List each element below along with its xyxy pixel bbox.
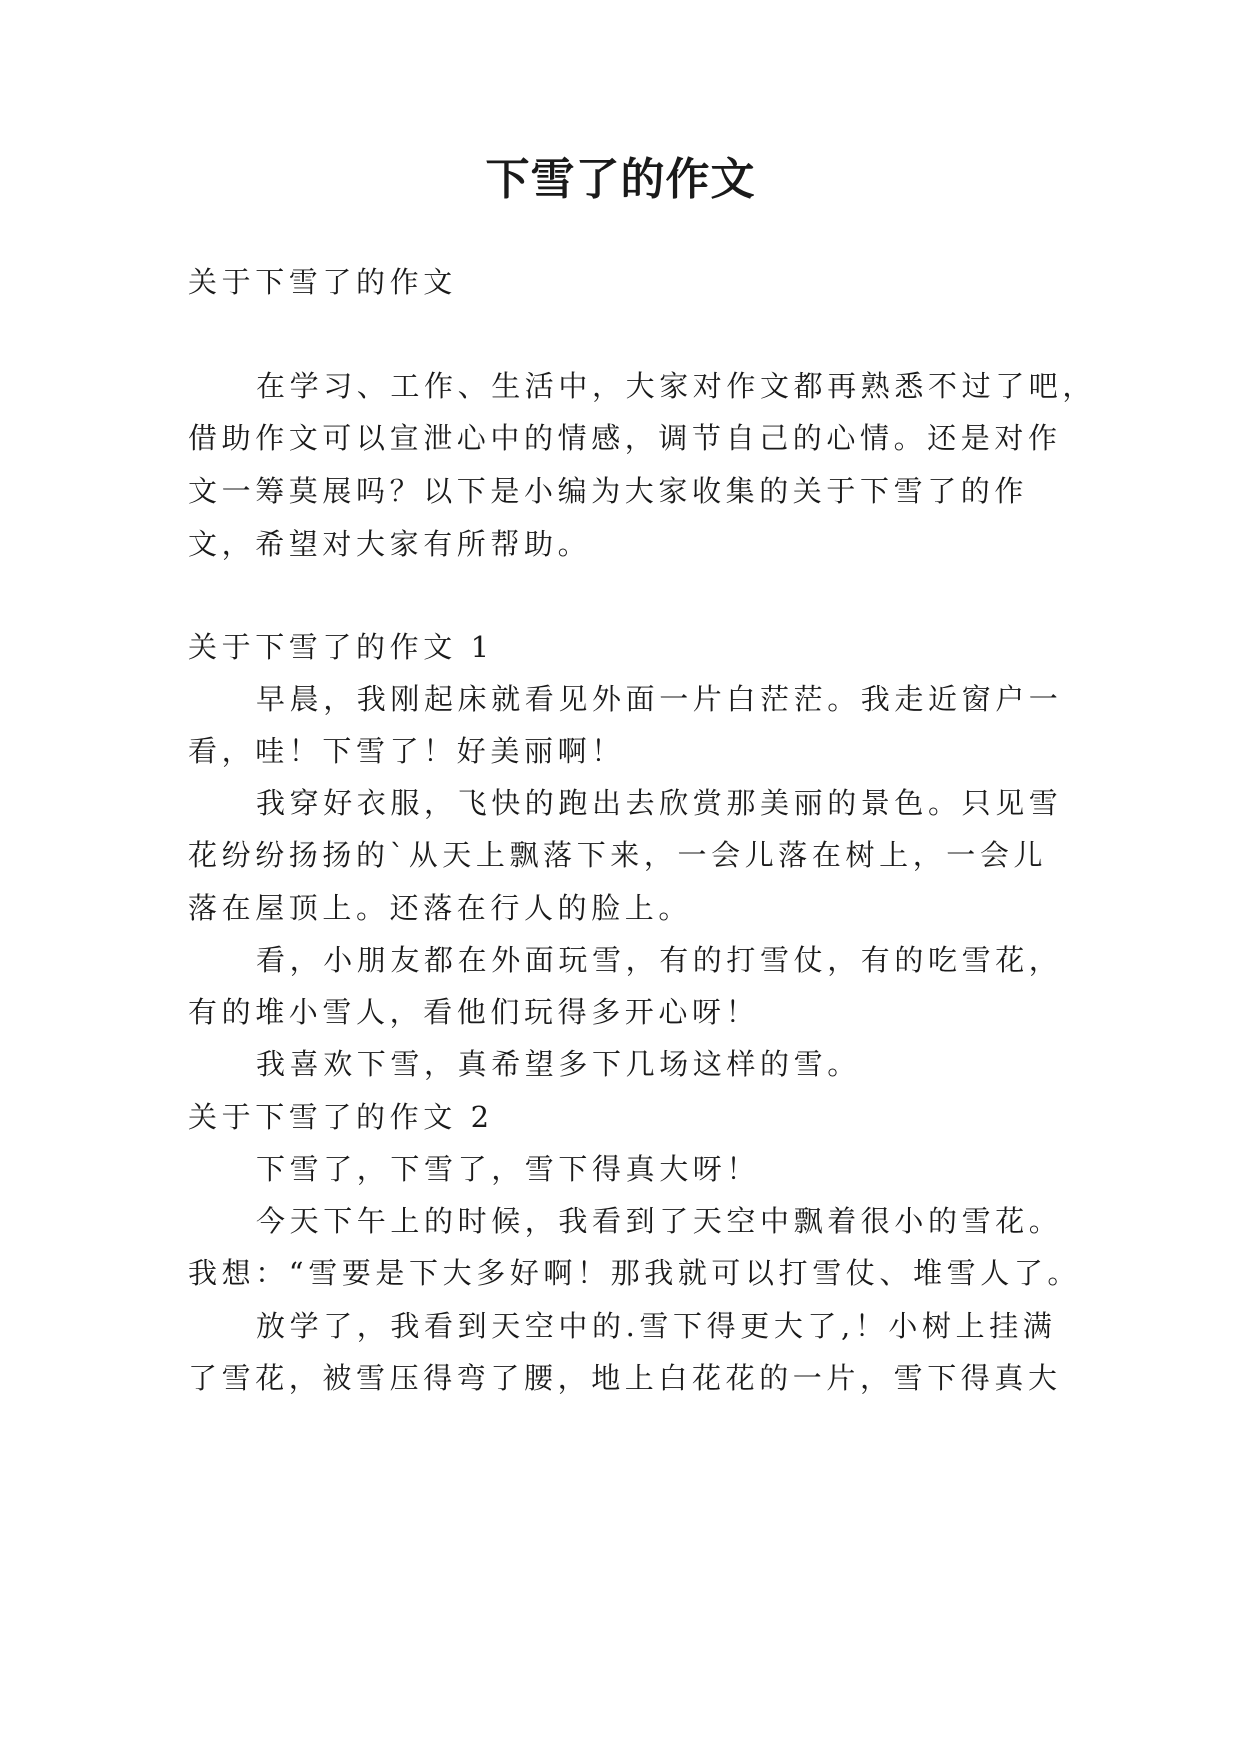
intro-paragraph-line: 文，希望对大家有所帮助。	[188, 527, 592, 561]
essay-1-line: 有的堆小雪人，看他们玩得多开心呀！	[188, 995, 760, 1029]
essay-1-line: 我穿好衣服，飞快的跑出去欣赏那美丽的景色。只见雪	[256, 786, 1063, 820]
essay-1-line: 花纷纷扬扬的`从天上飘落下来，一会儿落在树上，一会儿	[188, 838, 1048, 872]
subtitle-heading: 关于下雪了的作文	[188, 265, 457, 299]
essay-2-heading: 关于下雪了的作文 2	[188, 1100, 494, 1134]
essay-2-line: 了雪花，被雪压得弯了腰，地上白花花的一片，雪下得真大	[188, 1361, 1062, 1395]
essay-1-line: 落在屋顶上。还落在行人的脸上。	[188, 891, 693, 925]
essay-2-line: 我想：“雪要是下大多好啊！那我就可以打雪仗、堆雪人了。	[188, 1256, 1082, 1290]
essay-2-line: 今天下午上的时候，我看到了天空中飘着很小的雪花。	[256, 1204, 1063, 1238]
essay-1-line: 我喜欢下雪，真希望多下几场这样的雪。	[256, 1047, 861, 1081]
essay-2-line: 下雪了，下雪了，雪下得真大呀！	[256, 1152, 761, 1186]
essay-1-line: 早晨，我刚起床就看见外面一片白茫茫。我走近窗户一	[256, 682, 1063, 716]
intro-paragraph-line: 在学习、工作、生活中，大家对作文都再熟悉不过了吧，	[256, 369, 1097, 403]
essay-2-line: 放学了，我看到天空中的.雪下得更大了,！小树上挂满	[256, 1309, 1057, 1343]
intro-paragraph-line: 借助作文可以宣泄心中的情感，调节自己的心情。还是对作	[188, 421, 1062, 455]
essay-1-heading: 关于下雪了的作文 1	[188, 630, 494, 664]
document-title: 下雪了的作文	[485, 154, 756, 205]
intro-paragraph-line: 文一筹莫展吗？以下是小编为大家收集的关于下雪了的作	[188, 474, 1029, 508]
essay-1-line: 看，哇！下雪了！好美丽啊！	[188, 734, 625, 768]
essay-1-line: 看，小朋友都在外面玩雪，有的打雪仗，有的吃雪花，	[256, 943, 1063, 977]
